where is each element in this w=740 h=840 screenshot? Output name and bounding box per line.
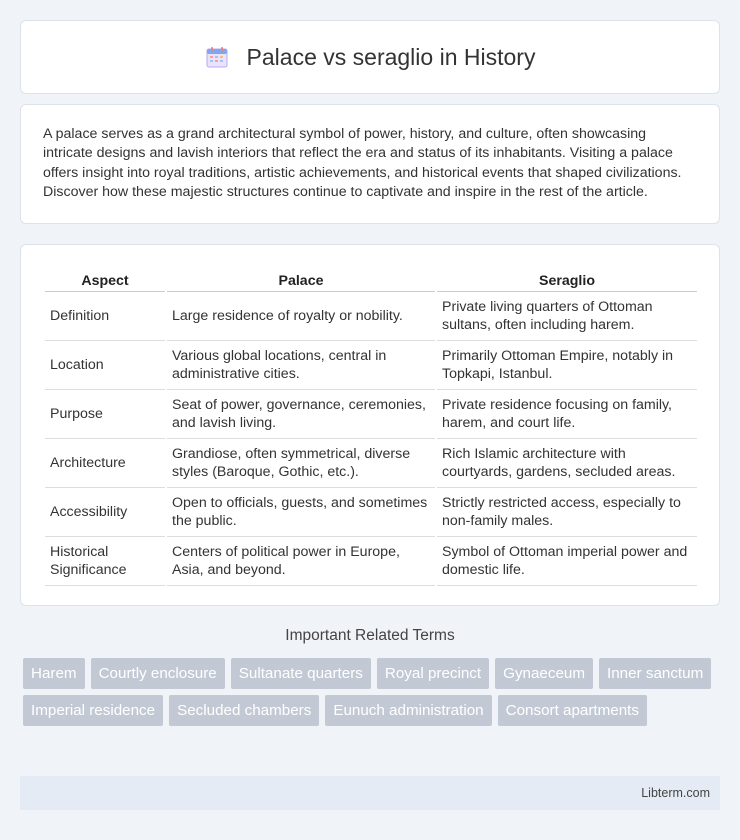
term-tag[interactable]: Sultanate quarters [231, 658, 371, 689]
seraglio-cell: Primarily Ottoman Empire, notably in Topkapi, Istanbul. [437, 341, 697, 390]
table-row [45, 292, 697, 341]
related-terms-list [23, 658, 723, 732]
comparison-table-card [20, 244, 720, 606]
table-header-row [45, 267, 697, 292]
term-tag[interactable]: Harem [23, 658, 85, 689]
table-row [45, 341, 697, 390]
table-row [45, 488, 697, 537]
seraglio-cell: Private living quarters of Ottoman sultans, often including harem. [437, 292, 697, 341]
term-tag[interactable]: Royal precinct [377, 658, 489, 689]
table-row [45, 439, 697, 488]
intro-paragraph: A palace serves as a grand architectural symbol of power, history, and culture, often showcasing intricate designs and lavish interiors that reflect the era and status of its inhabitants. Visiting a palace offers insight into royal traditions, artistic achievements, and historical events that shaped civilizations. Discover how these majestic structures continue to captivate and inspire in the rest of the article. [20, 104, 720, 224]
term-tag[interactable]: Inner sanctum [599, 658, 711, 689]
term-tag[interactable]: Courtly enclosure [91, 658, 225, 689]
page-header [20, 20, 720, 94]
column-header-seraglio: Seraglio [437, 267, 697, 292]
palace-cell: Seat of power, governance, ceremonies, and lavish living. [167, 390, 435, 439]
palace-cell: Grandiose, often symmetrical, diverse styles (Baroque, Gothic, etc.). [167, 439, 435, 488]
term-tag[interactable]: Gynaeceum [495, 658, 593, 689]
column-header-aspect: Aspect [45, 267, 165, 292]
calendar-icon [205, 45, 229, 69]
palace-cell: Open to officials, guests, and sometimes the public. [167, 488, 435, 537]
seraglio-cell: Private residence focusing on family, harem, and court life. [437, 390, 697, 439]
column-header-palace: Palace [167, 267, 435, 292]
aspect-cell: Definition [45, 292, 165, 341]
palace-cell: Centers of political power in Europe, Asia, and beyond. [167, 537, 435, 586]
seraglio-cell: Strictly restricted access, especially to non-family males. [437, 488, 697, 537]
term-tag[interactable]: Eunuch administration [325, 695, 491, 726]
term-tag[interactable]: Secluded chambers [169, 695, 319, 726]
palace-cell: Large residence of royalty or nobility. [167, 292, 435, 341]
aspect-cell: Location [45, 341, 165, 390]
aspect-cell: Purpose [45, 390, 165, 439]
term-tag[interactable]: Imperial residence [23, 695, 163, 726]
palace-cell: Various global locations, central in administrative cities. [167, 341, 435, 390]
related-terms-heading: Important Related Terms [285, 627, 455, 644]
footer [20, 776, 720, 810]
aspect-cell: Historical Significance [45, 537, 165, 586]
footer-site-link[interactable]: Libterm.com [641, 786, 710, 800]
aspect-cell: Architecture [45, 439, 165, 488]
aspect-cell: Accessibility [45, 488, 165, 537]
table-row [45, 390, 697, 439]
comparison-table [43, 267, 699, 586]
page-title: Palace vs seraglio in History [246, 43, 536, 70]
term-tag[interactable]: Consort apartments [498, 695, 647, 726]
seraglio-cell: Symbol of Ottoman imperial power and domestic life. [437, 537, 697, 586]
seraglio-cell: Rich Islamic architecture with courtyards, gardens, secluded areas. [437, 439, 697, 488]
table-row [45, 537, 697, 586]
